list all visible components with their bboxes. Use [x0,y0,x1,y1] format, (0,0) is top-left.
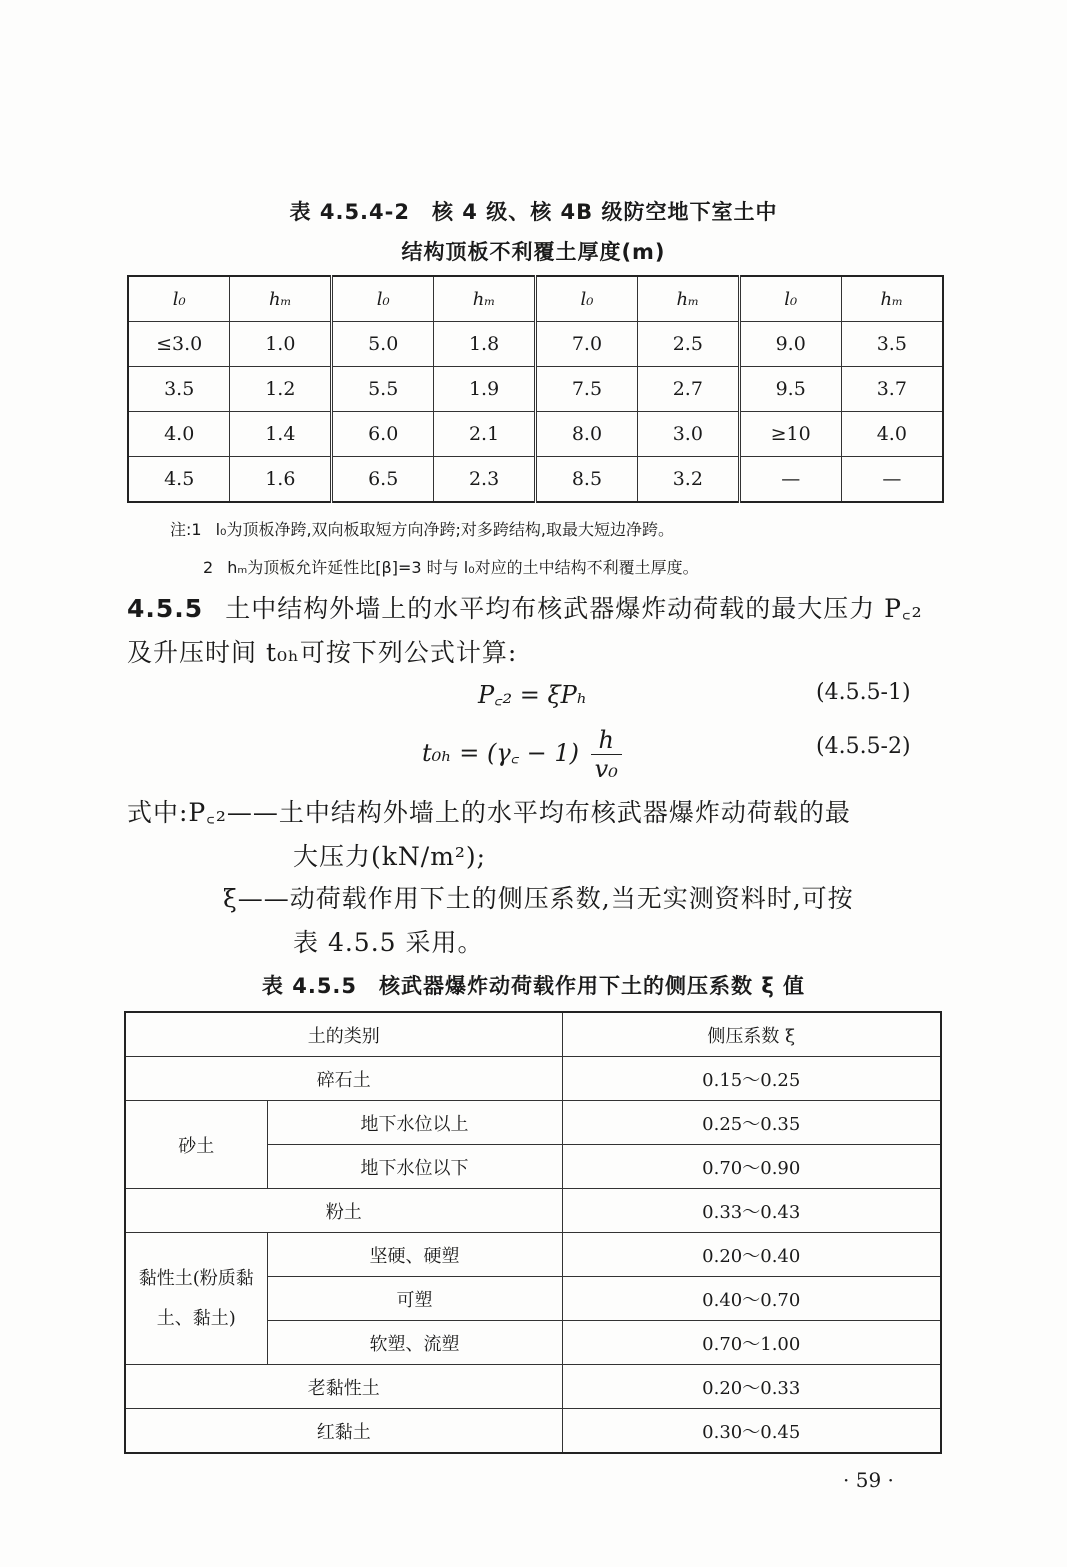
table2-caption: 表 4.5.5 核武器爆炸动荷载作用下土的侧压系数 ξ 值 [261,974,806,998]
table-cell: 地下水位以上 [267,1101,562,1145]
table-row [128,457,943,503]
table-row [125,1101,941,1145]
table1-header-row [128,276,943,322]
table-cell: 0.25～0.35 [562,1101,941,1145]
table-row [128,322,943,367]
table2 [124,1011,942,1454]
definition-text: 动荷载作用下土的侧压系数,当无实测资料时,可按 [289,884,854,913]
table1 [127,275,944,503]
table1-note-1 [170,517,674,540]
table-cell: 1.8 [434,322,536,367]
table-cell: 3.5 [128,367,230,412]
table-cell: 1.9 [434,367,536,412]
definition-symbol: ξ—— [223,884,290,913]
table-row [125,1189,941,1233]
note-label: 注:1 [170,520,202,539]
table-row [128,367,943,412]
table1-header-cell: l₀ [739,276,841,322]
table-cell: 粉土 [125,1189,562,1233]
formula-4-5-5-2 [422,726,622,783]
table-row [125,1409,941,1454]
table-cell: 1.4 [230,412,332,457]
table-cell: 8.0 [536,412,638,457]
fraction [591,726,622,783]
fraction-numerator: h [591,726,622,755]
table-cell: 3.0 [637,412,739,457]
table-cell: 红黏土 [125,1409,562,1454]
table-cell: 6.5 [332,457,434,503]
definition-continuation: 表 4.5.5 采用。 [293,928,484,957]
table1-caption-line2: 结构顶板不利覆土厚度(m) [401,240,666,264]
definition-text: 土中结构外墙上的水平均布核武器爆炸动荷载的最 [278,798,851,827]
table-cell: ≤3.0 [128,322,230,367]
table-cell: 7.0 [536,322,638,367]
table-cell: 2.5 [637,322,739,367]
table1-header-cell: l₀ [128,276,230,322]
table-cell: 0.33～0.43 [562,1189,941,1233]
definition-continuation: 大压力(kN/m²); [293,842,487,871]
table-cell: 6.0 [332,412,434,457]
table1-header-cell: hₘ [841,276,943,322]
table-cell: 5.0 [332,322,434,367]
table-cell: 软塑、流塑 [267,1321,562,1365]
table-cell: 0.20～0.33 [562,1365,941,1409]
formula-number-1: (4.5.5-1) [816,680,911,705]
definition-symbol: 式中:P꜀₂—— [127,798,279,827]
table-cell: 9.0 [739,322,841,367]
table-cell: 0.20～0.40 [562,1233,941,1277]
table-row [125,1365,941,1409]
table-cell: 2.3 [434,457,536,503]
table-cell: 3.5 [841,322,943,367]
formula-4-5-5-1: P꜀₂ = ξPₕ [478,681,588,709]
table-cell: — [841,457,943,503]
table-cell: 7.5 [536,367,638,412]
formula-lhs: t₀ₕ = (γ꜀ − 1) [422,739,580,767]
table1-header-cell: hₘ [230,276,332,322]
table-cell: 4.0 [841,412,943,457]
note-text: l₀为顶板净跨,双向板取短方向净跨;对多跨结构,取最大短边净跨。 [215,520,675,539]
table-cell: 坚硬、硬塑 [267,1233,562,1277]
table-cell: 4.5 [128,457,230,503]
table-cell: 0.30～0.45 [562,1409,941,1454]
table-cell: 可塑 [267,1277,562,1321]
note-label: 2 [203,558,214,577]
table-cell: — [739,457,841,503]
table-cell: 1.2 [230,367,332,412]
table-cell: 3.2 [637,457,739,503]
table1-note-2 [203,555,699,578]
table-cell: 3.7 [841,367,943,412]
table-cell: 地下水位以下 [267,1145,562,1189]
table-cell: 2.1 [434,412,536,457]
table-row [128,412,943,457]
table-cell: 8.5 [536,457,638,503]
table-cell: 5.5 [332,367,434,412]
section-number: 4.5.5 [127,594,204,623]
table2-header-row [125,1012,941,1057]
section-text: 土中结构外墙上的水平均布核武器爆炸动荷载的最大压力 P꜀₂及升压时间 t₀ₕ可按下列公式计算: [127,594,923,667]
table1-header-cell: l₀ [332,276,434,322]
table-cell: 砂土 [125,1101,267,1189]
table-cell: 2.7 [637,367,739,412]
table-cell: 0.40～0.70 [562,1277,941,1321]
table1-header-cell: hₘ [434,276,536,322]
table-cell: 4.0 [128,412,230,457]
table1-header-cell: hₘ [637,276,739,322]
table-cell: 黏性土(粉质黏土、黏土) [125,1233,267,1365]
note-text: hₘ为顶板允许延性比[β]=3 时与 l₀对应的土中结构不利覆土厚度。 [227,558,699,577]
table-cell: ≥10 [739,412,841,457]
table-cell: 碎石土 [125,1057,562,1101]
table-cell: 1.6 [230,457,332,503]
table-cell: 老黏性土 [125,1365,562,1409]
page-number: · 59 · [843,1468,894,1492]
table2-header-cell: 侧压系数 ξ [562,1012,941,1057]
table-cell: 0.70～1.00 [562,1321,941,1365]
definition-pc2 [127,791,943,879]
definition-xi [127,877,943,965]
fraction-denominator: v₀ [594,755,618,783]
table1-header-cell: l₀ [536,276,638,322]
table-cell: 1.0 [230,322,332,367]
section-4-5-5 [127,587,943,675]
formula-number-2: (4.5.5-2) [816,734,911,759]
table-cell: 0.70～0.90 [562,1145,941,1189]
table2-header-cell: 土的类别 [125,1012,562,1057]
table-cell: 0.15～0.25 [562,1057,941,1101]
table-row [125,1057,941,1101]
table-cell: 9.5 [739,367,841,412]
table1-caption-line1: 表 4.5.4-2 核 4 级、核 4B 级防空地下室土中 [289,200,778,224]
table-row [125,1233,941,1277]
